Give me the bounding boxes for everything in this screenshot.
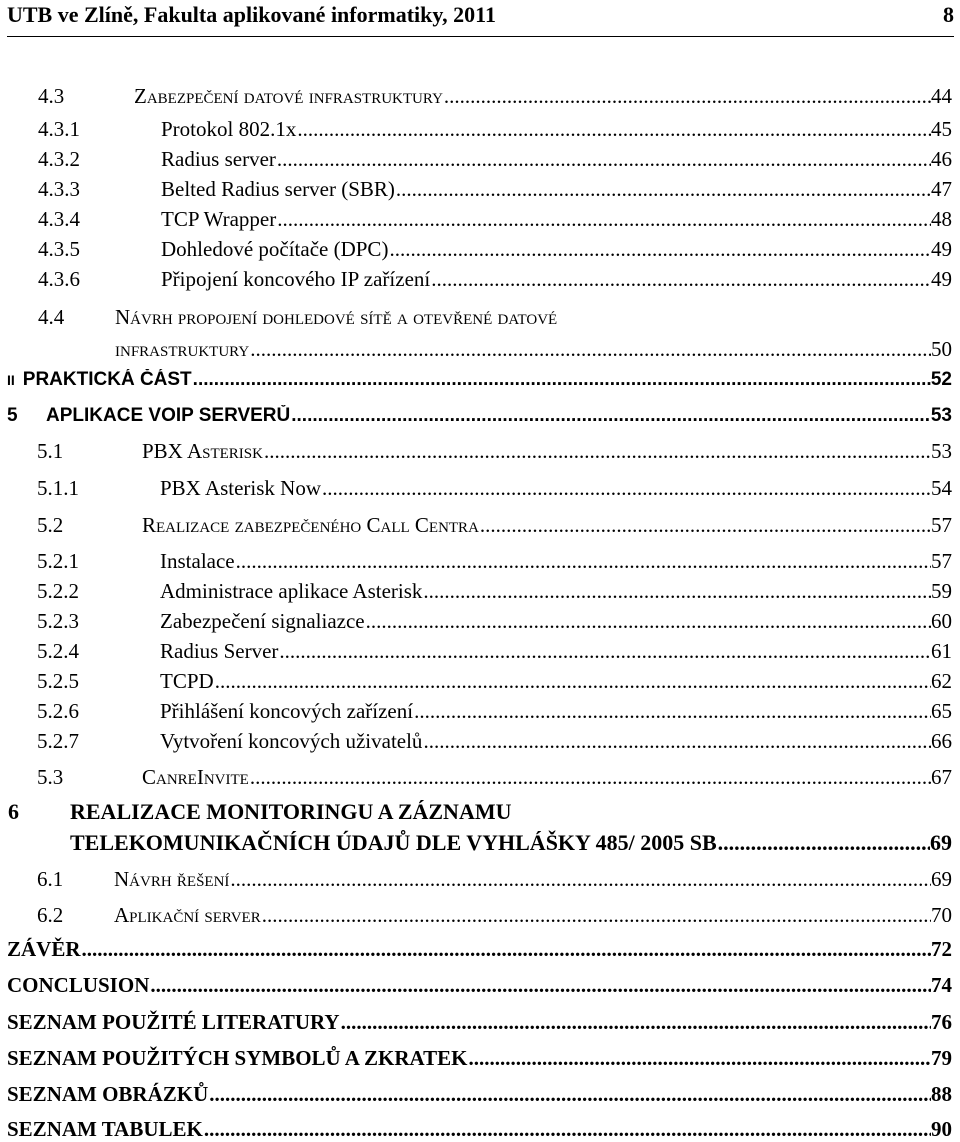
toc-entry-label: APLIKACE VOIP SERVERŮ <box>46 405 291 426</box>
toc-entry-page: 46 <box>931 147 952 171</box>
toc-entry-page: 79 <box>931 1046 952 1070</box>
toc-entry-number: 5.2 <box>37 513 64 537</box>
toc-entry[interactable] <box>38 267 952 292</box>
toc-entry[interactable] <box>37 729 952 754</box>
toc-entry-label: SEZNAM OBRÁZKŮ <box>7 1082 209 1106</box>
toc-leader-dots <box>341 1010 931 1035</box>
toc-entry-number: 6 <box>8 799 19 824</box>
toc-entry[interactable] <box>38 84 952 109</box>
toc-leader-dots <box>480 513 931 538</box>
toc-entry-label: Radius Server <box>160 639 279 663</box>
toc-entry[interactable] <box>37 579 952 604</box>
toc-leader-dots <box>204 1117 931 1142</box>
toc-entry-backmatter[interactable] <box>7 1010 952 1035</box>
toc-entry-label: Aplikační server <box>114 903 261 927</box>
toc-entry-page: 74 <box>931 973 952 997</box>
toc-entry-number: 4.4 <box>38 305 65 329</box>
toc-leader-dots <box>297 117 931 142</box>
toc-entry[interactable] <box>37 549 952 574</box>
toc-entry-page: 67 <box>931 765 952 789</box>
toc-entry-line2 <box>38 337 952 362</box>
header-page-number: 8 <box>943 2 954 27</box>
toc-entry-page: 59 <box>931 579 952 603</box>
toc-entry-page: 70 <box>931 903 952 927</box>
toc-leader-dots <box>262 903 931 928</box>
toc-entry[interactable] <box>37 669 952 694</box>
toc-entry-number: 5.2.2 <box>37 579 79 603</box>
toc-leader-dots <box>414 699 931 724</box>
header-title: UTB ve Zlíně, Fakulta aplikované informatiky, 2011 <box>7 2 496 27</box>
toc-entry[interactable] <box>38 207 952 232</box>
toc-entry-number: 5.3 <box>37 765 64 789</box>
toc-entry-number: 4.3.2 <box>38 147 80 171</box>
toc-entry[interactable] <box>38 177 952 202</box>
toc-entry-page: 65 <box>931 699 952 723</box>
toc-entry[interactable] <box>38 147 952 172</box>
toc-entry-page: 50 <box>931 337 952 361</box>
toc-entry-number: 4.3.1 <box>38 117 80 141</box>
toc-entry[interactable] <box>37 765 952 790</box>
toc-entry-number: 5.2.1 <box>37 549 79 573</box>
toc-entry[interactable] <box>38 237 952 262</box>
toc-entry[interactable] <box>37 639 952 664</box>
toc-entry-backmatter[interactable] <box>7 1082 952 1107</box>
toc-entry-page: 90 <box>931 1117 952 1141</box>
toc-leader-dots <box>150 973 931 998</box>
toc-leader-dots <box>250 337 931 362</box>
toc-leader-dots <box>431 267 931 292</box>
toc-entry-label: Instalace <box>160 549 235 573</box>
toc-leader-dots <box>215 669 931 694</box>
toc-entry-label: CONCLUSION <box>7 973 150 997</box>
toc-entry-label: TCP Wrapper <box>161 207 277 231</box>
toc-entry-page: 69 <box>930 830 952 855</box>
toc-entry-page: 45 <box>931 117 952 141</box>
toc-leader-dots <box>469 1046 931 1071</box>
toc-leader-dots <box>264 439 931 464</box>
toc-entry-label: ZÁVĚR <box>7 937 81 961</box>
toc-leader-dots <box>250 765 931 790</box>
toc-leader-dots <box>82 937 931 962</box>
toc-entry-page: 76 <box>931 1010 952 1034</box>
toc-entry-number: 4.3.6 <box>38 267 80 291</box>
toc-entry-page: 48 <box>931 207 952 231</box>
toc-entry-label: Realizace zabezpečeného Call Centra <box>142 513 479 537</box>
toc-leader-dots <box>279 639 931 664</box>
toc-entry-number: 5 <box>7 405 18 426</box>
toc-entry-part[interactable] <box>7 369 952 391</box>
toc-entry-backmatter[interactable] <box>7 937 952 962</box>
toc-leader-dots <box>423 729 931 754</box>
toc-entry-label-line1: Návrh propojení dohledové sítě a otevřené datové <box>115 305 558 329</box>
toc-entry-label: SEZNAM POUŽITÉ LITERATURY <box>7 1010 340 1034</box>
toc-entry-label: Dohledové počítače (DPC) <box>161 237 389 261</box>
toc-entry-label: PBX Asterisk <box>142 439 263 463</box>
toc-entry-label: Zabezpečení signaliazce <box>160 609 365 633</box>
toc-entry-page: 61 <box>931 639 952 663</box>
toc-entry[interactable] <box>37 609 952 634</box>
toc-entry-page: 57 <box>931 549 952 573</box>
toc-leader-dots <box>718 830 930 856</box>
toc-entry-label: Belted Radius server (SBR) <box>161 177 395 201</box>
toc-entry-label-line2: TELEKOMUNIKAČNÍCH ÚDAJŮ DLE VYHLÁŠKY 485/ 2005 SB <box>70 830 717 855</box>
toc-entry-label: PRAKTICKÁ ČÁST <box>22 369 192 390</box>
toc-entry-number: 5.2.3 <box>37 609 79 633</box>
toc-entry-label: SEZNAM POUŽITÝCH SYMBOLŮ A ZKRATEK <box>7 1046 468 1070</box>
toc-leader-dots <box>193 369 931 391</box>
toc-entry-page: 69 <box>931 867 952 891</box>
toc-entry-number: II <box>7 372 15 388</box>
toc-entry-page: 60 <box>931 609 952 633</box>
toc-entry-page: 49 <box>931 267 952 291</box>
toc-entry[interactable] <box>38 117 952 142</box>
toc-entry-number: 6.2 <box>37 903 64 927</box>
toc-entry-label: PBX Asterisk Now <box>160 476 322 500</box>
toc-entry[interactable] <box>37 513 952 538</box>
page-header <box>7 0 954 37</box>
toc-entry-line2 <box>70 830 952 856</box>
toc-entry-number: 4.3.5 <box>38 237 80 261</box>
toc-leader-dots <box>322 476 931 501</box>
toc-entry-page: 52 <box>930 369 952 390</box>
toc-leader-dots <box>277 207 931 232</box>
toc-entry-label: Administrace aplikace Asterisk <box>160 579 423 603</box>
toc-leader-dots <box>396 177 931 202</box>
toc-entry-label: Radius server <box>161 147 276 171</box>
toc-entry-number: 5.2.7 <box>37 729 79 753</box>
toc-entry-page: 57 <box>931 513 952 537</box>
toc-leader-dots <box>389 237 931 262</box>
toc-entry-page: 88 <box>931 1082 952 1106</box>
toc-entry-page: 47 <box>931 177 952 201</box>
toc-entry[interactable] <box>37 699 952 724</box>
toc-entry-label: Zabezpečení datové infrastruktury <box>134 84 443 108</box>
toc-entry-page: 72 <box>931 937 952 961</box>
toc-leader-dots <box>291 405 931 427</box>
toc-entry-label: Návrh řešení <box>114 867 230 891</box>
toc-entry-number: 5.1 <box>37 439 64 463</box>
toc-entry[interactable] <box>37 867 952 892</box>
toc-entry-label: TCPD <box>160 669 214 693</box>
toc-leader-dots <box>236 549 931 574</box>
toc-entry-label-line2: infrastruktury <box>115 337 250 361</box>
toc-leader-dots <box>423 579 931 604</box>
toc-entry-number: 4.3 <box>38 84 65 108</box>
toc-entry-page: 66 <box>931 729 952 753</box>
toc-entry-label: CanreInvite <box>142 765 249 789</box>
toc-entry-number: 5.1.1 <box>37 476 79 500</box>
toc-entry-page: 53 <box>930 405 952 426</box>
toc-entry-label: SEZNAM TABULEK <box>7 1117 203 1141</box>
toc-entry-label: Připojení koncového IP zařízení <box>161 267 431 291</box>
toc-entry-number: 5.2.5 <box>37 669 79 693</box>
toc-entry-page: 53 <box>931 439 952 463</box>
toc-entry-number: 4.3.3 <box>38 177 80 201</box>
toc-entry-label-line1: REALIZACE MONITORINGU A ZÁZNAMU <box>70 799 512 824</box>
toc-entry[interactable] <box>37 903 952 928</box>
toc-entry-page: 49 <box>931 237 952 261</box>
toc-entry[interactable] <box>37 439 952 464</box>
toc-entry-page: 62 <box>931 669 952 693</box>
toc-entry[interactable] <box>37 476 952 501</box>
toc-entry-number: 5.2.6 <box>37 699 79 723</box>
toc-leader-dots <box>230 867 931 892</box>
toc-leader-dots <box>277 147 931 172</box>
toc-entry-page: 54 <box>931 476 952 500</box>
toc-entry-number: 5.2.4 <box>37 639 79 663</box>
toc-entry-backmatter[interactable] <box>7 973 952 998</box>
toc-entry-number: 4.3.4 <box>38 207 80 231</box>
toc-entry-label: Protokol 802.1x <box>161 117 297 141</box>
toc-entry-backmatter[interactable] <box>7 1117 952 1142</box>
toc-leader-dots <box>366 609 931 634</box>
toc-entry-backmatter[interactable] <box>7 1046 952 1071</box>
toc-entry-page: 44 <box>931 84 952 108</box>
toc-leader-dots <box>209 1082 931 1107</box>
toc-entry-label: Vytvoření koncových uživatelů <box>160 729 423 753</box>
toc-leader-dots <box>444 84 931 109</box>
toc-entry-chapter[interactable] <box>7 405 952 427</box>
toc-entry-number: 6.1 <box>37 867 64 891</box>
toc-entry-label: Přihlášení koncových zařízení <box>160 699 414 723</box>
